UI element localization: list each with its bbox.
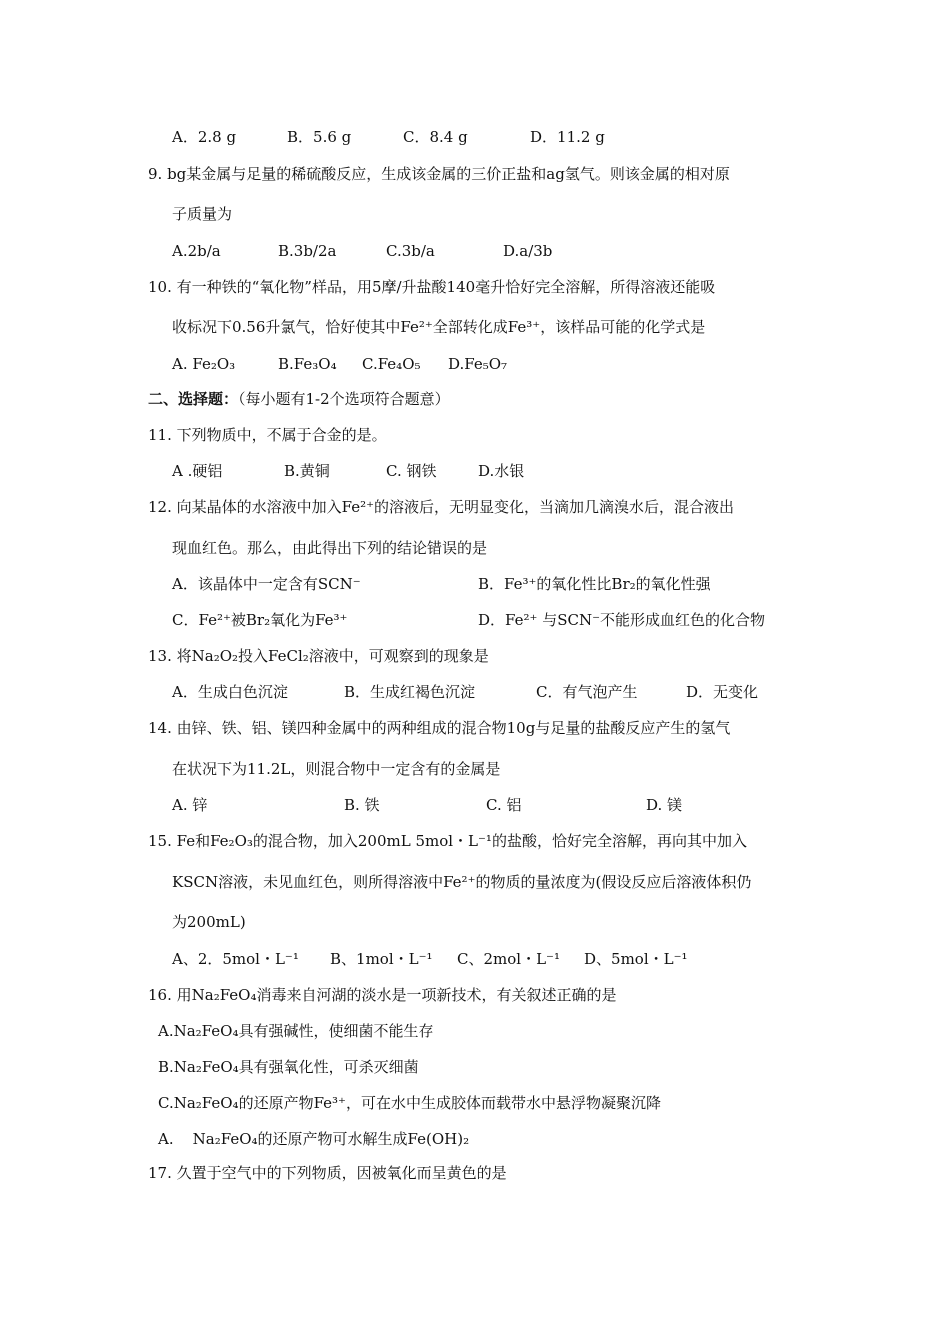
q16-option-c: C.Na₂FeO₄的还原产物Fe³⁺，可在水中生成胶体而载带水中悬浮物凝聚沉降 xyxy=(158,1094,661,1112)
q15-option-d: D、5mol・L⁻¹ xyxy=(584,950,688,968)
q14-option-b: B. 铁 xyxy=(344,796,380,814)
q9-text-line2: 子质量为 xyxy=(172,205,233,223)
q8-option-b: B．5.6 g xyxy=(287,128,352,146)
q11-option-c: C. 钢铁 xyxy=(386,462,437,480)
q13-option-c: C．有气泡产生 xyxy=(536,683,638,701)
q15-text-line2: KSCN溶液，未见血红色，则所得溶液中Fe²⁺的物质的量浓度为(假设反应后溶液体积仍 xyxy=(172,873,752,891)
q10-text-line2: 收标况下0.56升氯气，恰好使其中Fe²⁺全部转化成Fe³⁺，该样品可能的化学式是 xyxy=(172,318,706,336)
q8-option-a: A．2.8 g xyxy=(172,128,237,146)
q8-option-d: D．11.2 g xyxy=(530,128,605,146)
q9-option-b: B.3b/2a xyxy=(278,242,337,260)
q13-option-a: A．生成白色沉淀 xyxy=(172,683,288,701)
q9-option-a: A.2b/a xyxy=(172,242,221,260)
q12-option-a: A．该晶体中一定含有SCN⁻ xyxy=(172,575,361,593)
q15-option-c: C、2mol・L⁻¹ xyxy=(457,950,560,968)
q14-text-line2: 在状况下为11.2L，则混合物中一定含有的金属是 xyxy=(172,760,501,778)
q15-text-line3: 为200mL) xyxy=(172,913,246,931)
q15-option-a: A、2．5mol・L⁻¹ xyxy=(172,950,299,968)
q9-text-line1: 9. bg某金属与足量的稀硫酸反应，生成该金属的三价正盐和ag氢气。则该金属的相对原 xyxy=(148,165,730,183)
q12-option-d: D．Fe²⁺ 与SCN⁻不能形成血红色的化合物 xyxy=(478,611,765,629)
q14-option-d: D. 镁 xyxy=(646,796,683,814)
q14-text-line1: 14. 由锌、铁、铝、镁四种金属中的两种组成的混合物10g与足量的盐酸反应产生的氢气 xyxy=(148,719,731,737)
q14-option-c: C. 铝 xyxy=(486,796,522,814)
section-heading xyxy=(148,389,450,409)
q16-option-b: B.Na₂FeO₄具有强氧化性，可杀灭细菌 xyxy=(158,1058,419,1076)
q11-option-a: A .硬铝 xyxy=(172,462,223,480)
q10-text-line1: 10. 有一种铁的“氧化物”样品，用5摩/升盐酸140毫升恰好完全溶解，所得溶液还能吸 xyxy=(148,278,716,296)
q12-text-line2: 现血红色。那么，由此得出下列的结论错误的是 xyxy=(172,539,488,557)
q13-option-d: D．无变化 xyxy=(686,683,759,701)
q9-option-d: D.a/3b xyxy=(503,242,553,260)
q10-option-a: A. Fe₂O₃ xyxy=(172,355,236,373)
q11-option-b: B.黄铜 xyxy=(284,462,330,480)
q10-option-c: C.Fe₄O₅ xyxy=(362,355,421,373)
q11-option-d: D.水银 xyxy=(478,462,525,480)
section-title: 二、选择题： xyxy=(148,390,239,408)
q13-text-line1: 13. 将Na₂O₂投入FeCl₂溶液中，可观察到的现象是 xyxy=(148,647,489,665)
q10-option-d: D.Fe₅O₇ xyxy=(448,355,508,373)
q13-option-b: B．生成红褐色沉淀 xyxy=(344,683,476,701)
q12-text-line1: 12. 向某晶体的水溶液中加入Fe²⁺的溶液后，无明显变化，当滴加几滴溴水后，混合液出 xyxy=(148,498,735,516)
q8-option-c: C．8.4 g xyxy=(403,128,468,146)
q16-option-a: A.Na₂FeO₄具有强碱性，使细菌不能生存 xyxy=(158,1022,434,1040)
q16-text-line1: 16. 用Na₂FeO₄消毒来自河湖的淡水是一项新技术，有关叙述正确的是 xyxy=(148,986,617,1004)
q15-text-line1: 15. Fe和Fe₂O₃的混合物，加入200mL 5mol・L⁻¹的盐酸，恰好完全溶解，再向其中加入 xyxy=(148,832,747,850)
q12-option-c: C．Fe²⁺被Br₂氧化为Fe³⁺ xyxy=(172,611,348,629)
section-note: （每小题有1-2个选项符合题意） xyxy=(238,390,450,408)
q14-option-a: A. 锌 xyxy=(172,796,208,814)
q12-option-b: B．Fe³⁺的氧化性比Br₂的氧化性强 xyxy=(478,575,711,593)
q15-option-b: B、1mol・L⁻¹ xyxy=(330,950,433,968)
q17-text-line1: 17. 久置于空气中的下列物质，因被氧化而呈黄色的是 xyxy=(148,1164,507,1182)
q9-option-c: C.3b/a xyxy=(386,242,435,260)
q10-option-b: B.Fe₃O₄ xyxy=(278,355,337,373)
q11-text-line1: 11. 下列物质中，不属于合金的是。 xyxy=(148,426,387,444)
q16-option-d: A. Na₂FeO₄的还原产物可水解生成Fe(OH)₂ xyxy=(158,1130,470,1148)
